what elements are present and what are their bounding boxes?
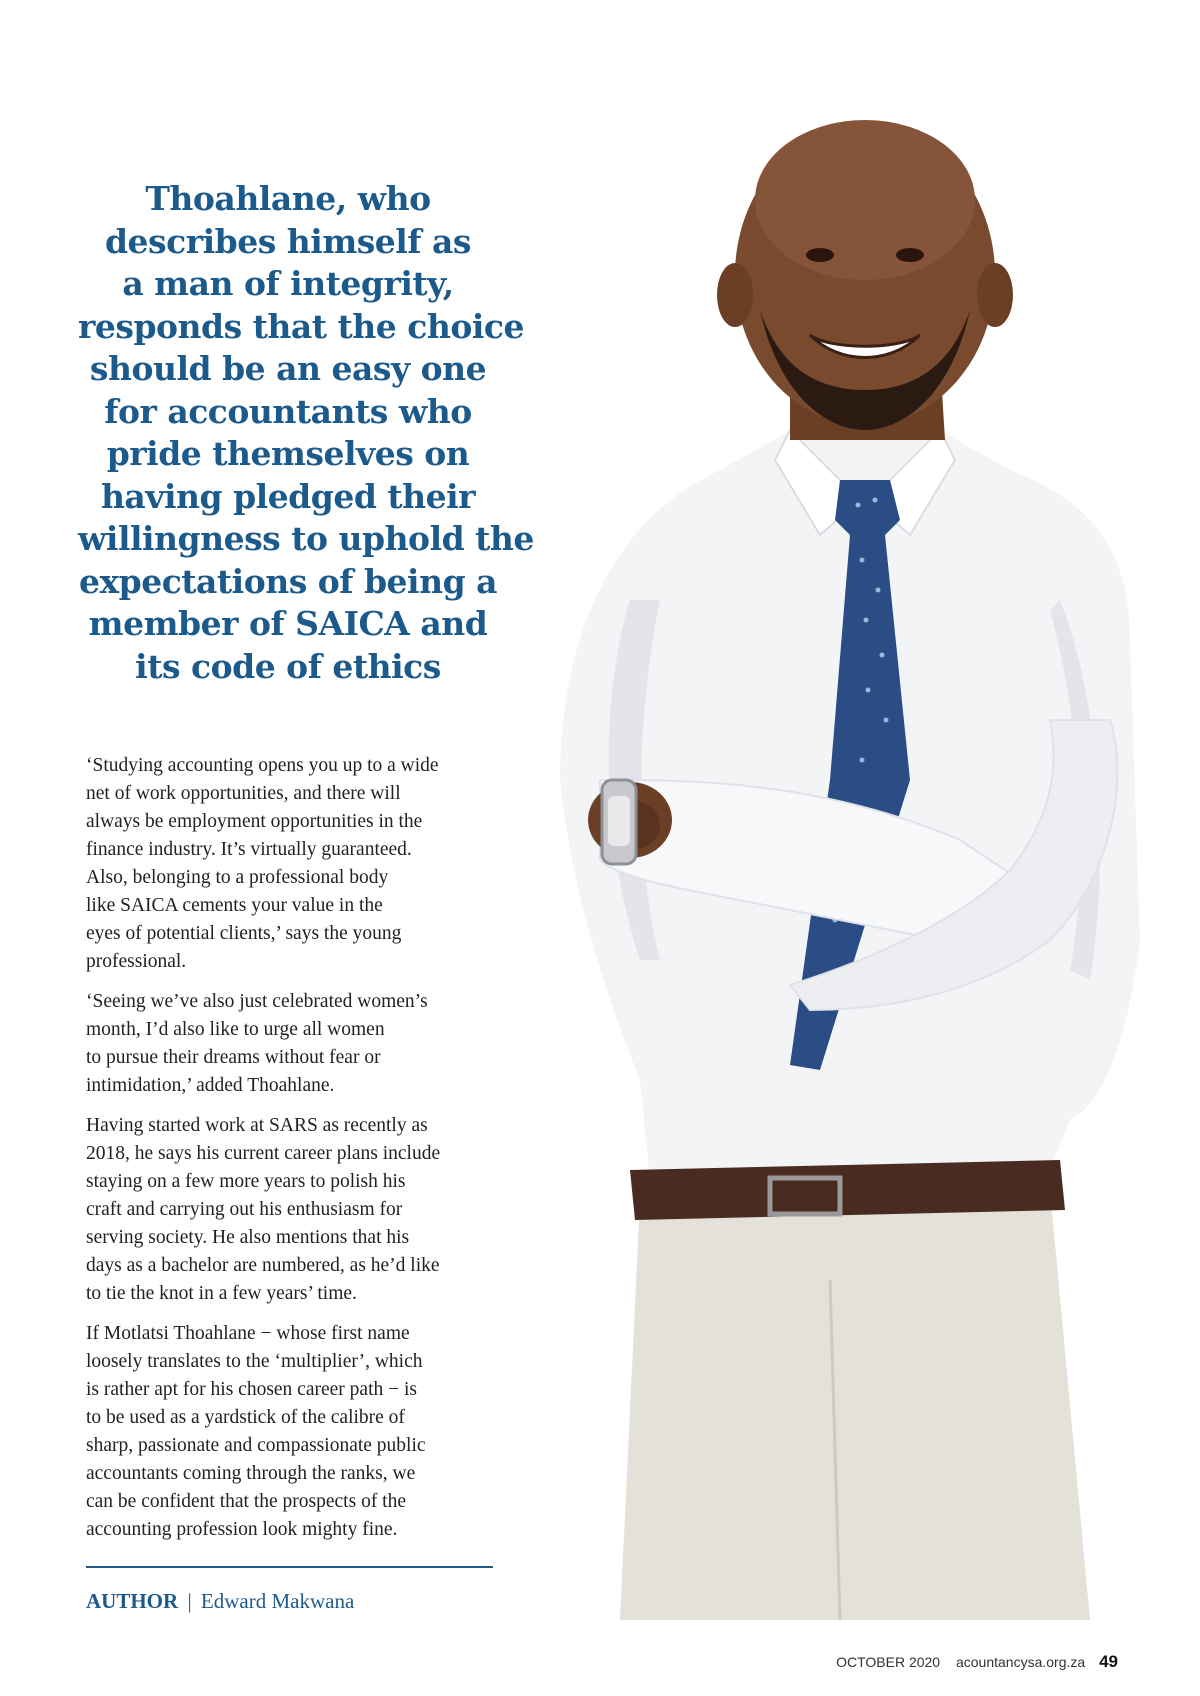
body-paragraph [86,988,506,1100]
text-line: days as a bachelor are numbered, as he’d like [86,1255,440,1276]
text-line: eyes of potential clients,’ says the young [86,923,402,944]
text-line: 2018, he says his current career plans include [86,1143,441,1164]
pull-quote-line: having pledged their [100,476,476,516]
text-line: to tie the knot in a few years’ time. [86,1283,357,1304]
text-line: craft and carrying out his enthusiasm for [86,1199,403,1220]
text-line: professional. [86,951,187,972]
trousers [620,1190,1090,1620]
pull-quote-line: a man of integrity, [122,264,454,303]
text-line: ‘Studying accounting opens you up to a wide [86,755,439,776]
byline-separator: | [187,1589,192,1613]
pull-quote-line: for accountants who [104,391,472,431]
pull-quote [78,178,534,688]
belt [630,1160,1065,1220]
website: acountancysa.org.za [955,1654,1086,1670]
text-line: month, I’d also like to urge all women [86,1019,385,1040]
page-footer [836,1652,1118,1672]
portrait-photo [490,80,1200,1620]
text-line: like SAICA cements your value in the [86,895,383,916]
text-line: finance industry. It’s virtually guaranteed. [86,839,412,860]
text-line: always be employment opportunities in the [86,811,423,832]
text-line: If Motlatsi Thoahlane − whose first name [86,1323,410,1344]
pull-quote-line: describes himself as [104,221,471,261]
text-line: accountants coming through the ranks, we [86,1463,416,1484]
text-line: to be used as a yardstick of the calibre of [86,1407,405,1428]
text-line: net of work opportunities, and there will [86,783,401,804]
text-line: loosely translates to the ‘multiplier’, which [86,1351,423,1372]
text-line: Also, belonging to a professional body [86,867,389,888]
pull-quote-line: willingness to uphold the [78,519,534,558]
author-byline [86,1588,354,1614]
pull-quote-line: responds that the choice [78,306,524,346]
divider-rule [86,1566,493,1568]
author-name: Edward Makwana [200,1589,355,1613]
text-line: serving society. He also mentions that his [86,1227,410,1248]
pull-quote-line: should be an easy one [89,349,487,388]
body-paragraph [86,1112,506,1308]
text-line: ‘Seeing we’ve also just celebrated women’s [86,991,428,1012]
text-line: sharp, passionate and compassionate public [86,1435,426,1456]
author-label: AUTHOR [86,1589,179,1613]
issue-date: OCTOBER 2020 [836,1654,941,1670]
article-body [86,752,506,1556]
text-line: to pursue their dreams without fear or [86,1047,381,1068]
text-line: Having started work at SARS as recently as [86,1115,428,1136]
body-paragraph [86,752,506,976]
pull-quote-line: Thoahlane, who [145,179,431,218]
text-line: intimidation,’ added Thoahlane. [86,1075,335,1096]
pull-quote-line: member of SAICA and [88,604,488,643]
pull-quote-line: pride themselves on [106,434,470,473]
body-paragraph [86,1320,506,1544]
text-line: staying on a few more years to polish his [86,1171,406,1192]
pull-quote-line: its code of ethics [135,646,441,686]
text-line: can be confident that the prospects of the [86,1491,407,1512]
text-line: is rather apt for his chosen career path − is [86,1379,417,1400]
text-line: accounting profession look mighty fine. [86,1519,398,1540]
pull-quote-line: expectations of being a [78,561,498,601]
page-number: 49 [1099,1652,1118,1671]
